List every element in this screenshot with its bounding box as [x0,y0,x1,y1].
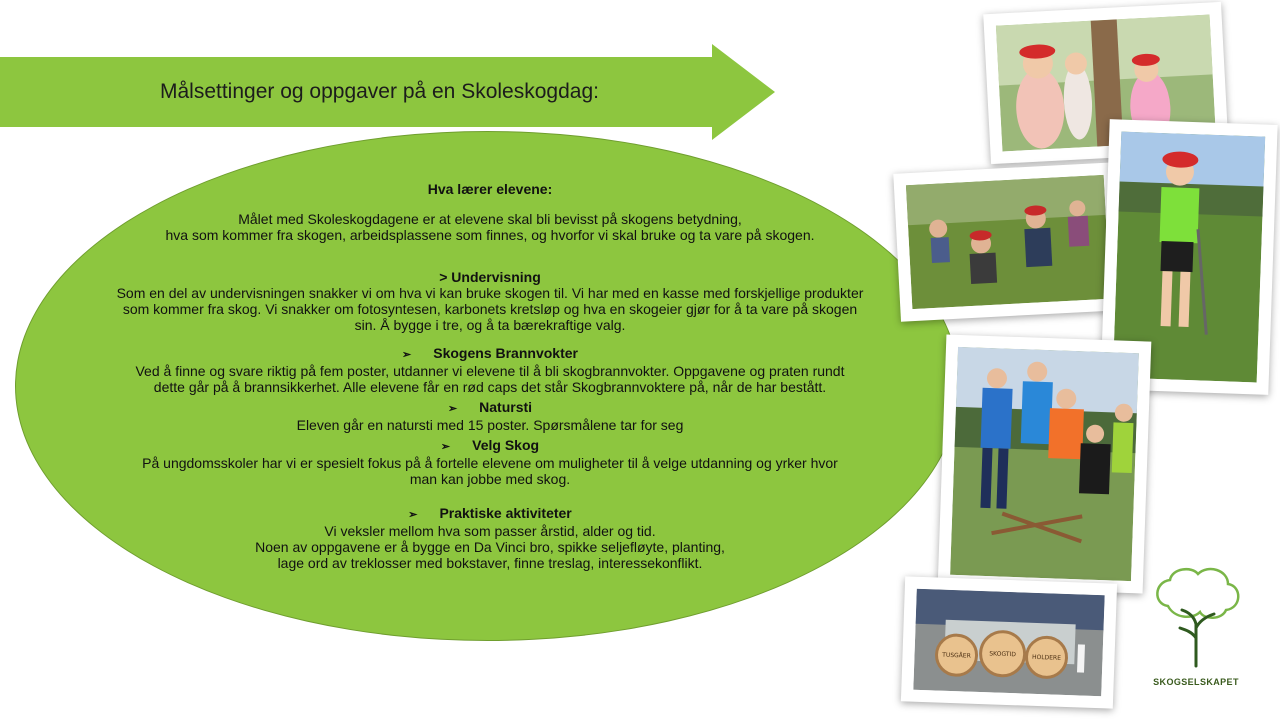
intro-line-1: Målet med Skoleskogdagene er at elevene skal bli bevisst på skogens betydning, [238,211,742,227]
velgskog-line-1: På ungdomsskoler har vi er spesielt fokus på å fortelle elevene om muligheter til å velge utdanning og yrker hvor [142,455,838,471]
natursti-heading-row [55,399,925,417]
velgskog-heading: Velg Skog [472,437,540,453]
undervisning-line-1: Som en del av undervisningen snakker vi om hva vi kan bruke skogen til. Vi har med en kasse med forskjellige produkter [116,285,864,301]
slide-title: Målsettinger og oppgaver på en Skoleskogdag: [160,80,599,103]
tree-logo-icon [1148,566,1244,670]
undervisning-heading: > Undervisning [439,269,541,285]
praktiske-heading-row [55,505,925,523]
brannvokter-heading: Skogens Brannvokter [433,345,578,361]
natursti-heading: Natursti [479,399,533,415]
sign-word-3: HOLDERE [1031,653,1062,662]
skogselskapet-logo [1148,566,1244,690]
photo-wooden-sign [901,576,1117,708]
content-text [55,181,925,571]
brannvokter-heading-row [55,345,925,363]
praktiske-line-2: Noen av oppgavene er å bygge en Da Vinci bro, spikke seljefløyte, planting, [255,539,725,555]
natursti-line-1: Eleven går en natursti med 15 poster. Spørsmålene tar for seg [296,417,684,433]
undervisning-line-3: sin. Å bygge i tre, og å ta bærekraftige valg. [354,317,626,333]
velgskog-line-2: man kan jobbe med skog. [409,471,571,487]
praktiske-heading: Praktiske aktiviteter [439,505,572,521]
praktiske-line-3: lage ord av treklosser med bokstaver, finne treslag, interessekonflikt. [277,555,703,571]
sign-word-1: TUSGÅER [942,651,971,660]
bullet-arrow-icon: ➢ [440,441,451,453]
bullet-arrow-icon: ➢ [402,349,412,361]
intro-heading: Hva lærer elevene: [427,181,553,197]
undervisning-line-2: som kommer fra skog. Vi snakker om fotosyntesen, karbonets kretsløp og hva en skogeier gjør for å ta vare på skogen [122,301,858,317]
sign-word-2: SKOGTID [989,650,1017,659]
photo-kids-sitting [893,162,1122,321]
brannvokter-line-1: Ved å finne og svare riktig på fem poster, utdanner vi elevene til å bli skogbrannvokter. Oppgavene og praten rundt [135,363,845,379]
velgskog-heading-row [55,437,925,455]
photo-group-standing [938,334,1152,593]
bullet-arrow-icon: ➢ [447,403,458,415]
brannvokter-line-2: dette går på å brannsikkerhet. Alle elevene får en rød caps det står Skogbrannvoktere på, når de har bestått. [153,379,827,395]
logo-text: SKOGSELSKAPET [1153,677,1239,687]
intro-line-2: hva som kommer fra skogen, arbeidsplassene som finnes, og hvorfor vi skal bruke og ta vare på skogen. [165,227,815,243]
praktiske-line-1: Vi veksler mellom hva som passer årstid, alder og tid. [324,523,656,539]
bullet-arrow-icon: ➢ [408,509,418,521]
